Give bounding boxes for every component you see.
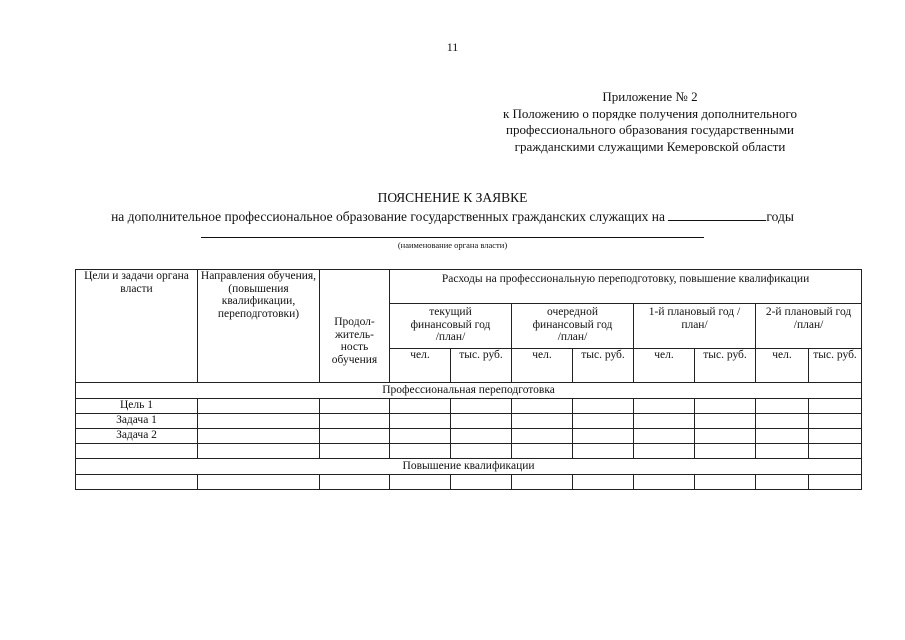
row-label	[76, 444, 198, 459]
header-expenses: Расходы на профессиональную переподготовку, повышение квалификации	[390, 270, 862, 304]
section-retraining: Профессиональная переподготовка	[76, 383, 862, 399]
unit-people: чел.	[756, 349, 809, 383]
expenses-table	[75, 269, 862, 490]
appendix-line: профессионального образования государственными	[506, 122, 794, 137]
header-period-plan1: 1-й плановый год /план/	[634, 304, 756, 349]
years-blank-field	[668, 208, 766, 221]
header-goals: Цели и задачи органа власти	[76, 270, 198, 383]
organization-name-line	[201, 237, 704, 238]
unit-people: чел.	[634, 349, 695, 383]
unit-people: чел.	[390, 349, 451, 383]
appendix-line: к Положению о порядке получения дополнительного	[502, 105, 798, 121]
appendix-number: Приложение № 2	[602, 89, 698, 104]
header-directions: Направления обучения, (повышения квалификации, переподготовки)	[198, 270, 320, 383]
header-period-next: очередной финансовый год /план/	[512, 304, 634, 349]
header-period-current: текущий финансовый год /план/	[390, 304, 512, 349]
unit-money: тыс. руб.	[809, 349, 862, 383]
header-period-plan2: 2-й плановый год /план/	[756, 304, 862, 349]
row-label: Цель 1	[76, 399, 198, 414]
document-subtitle	[0, 208, 905, 225]
header-duration: Продол-житель-ность обучения	[320, 270, 390, 383]
document-title: ПОЯСНЕНИЕ К ЗАЯВКЕ	[377, 190, 528, 205]
appendix-line: гражданскими служащими Кемеровской области	[514, 138, 786, 154]
row-label: Задача 2	[76, 429, 198, 444]
subtitle-text: на дополнительное профессиональное образование государственных гражданских служащих на	[111, 209, 666, 224]
unit-people: чел.	[512, 349, 573, 383]
section-qualification: Повышение квалификации	[76, 459, 862, 475]
organization-caption: (наименование органа власти)	[397, 240, 508, 250]
page-number: 11	[446, 40, 459, 54]
subtitle-years: годы	[766, 209, 794, 224]
unit-money: тыс. руб.	[451, 349, 512, 383]
unit-money: тыс. руб.	[573, 349, 634, 383]
row-label: Задача 1	[76, 414, 198, 429]
appendix-header	[430, 89, 870, 155]
unit-money: тыс. руб.	[695, 349, 756, 383]
